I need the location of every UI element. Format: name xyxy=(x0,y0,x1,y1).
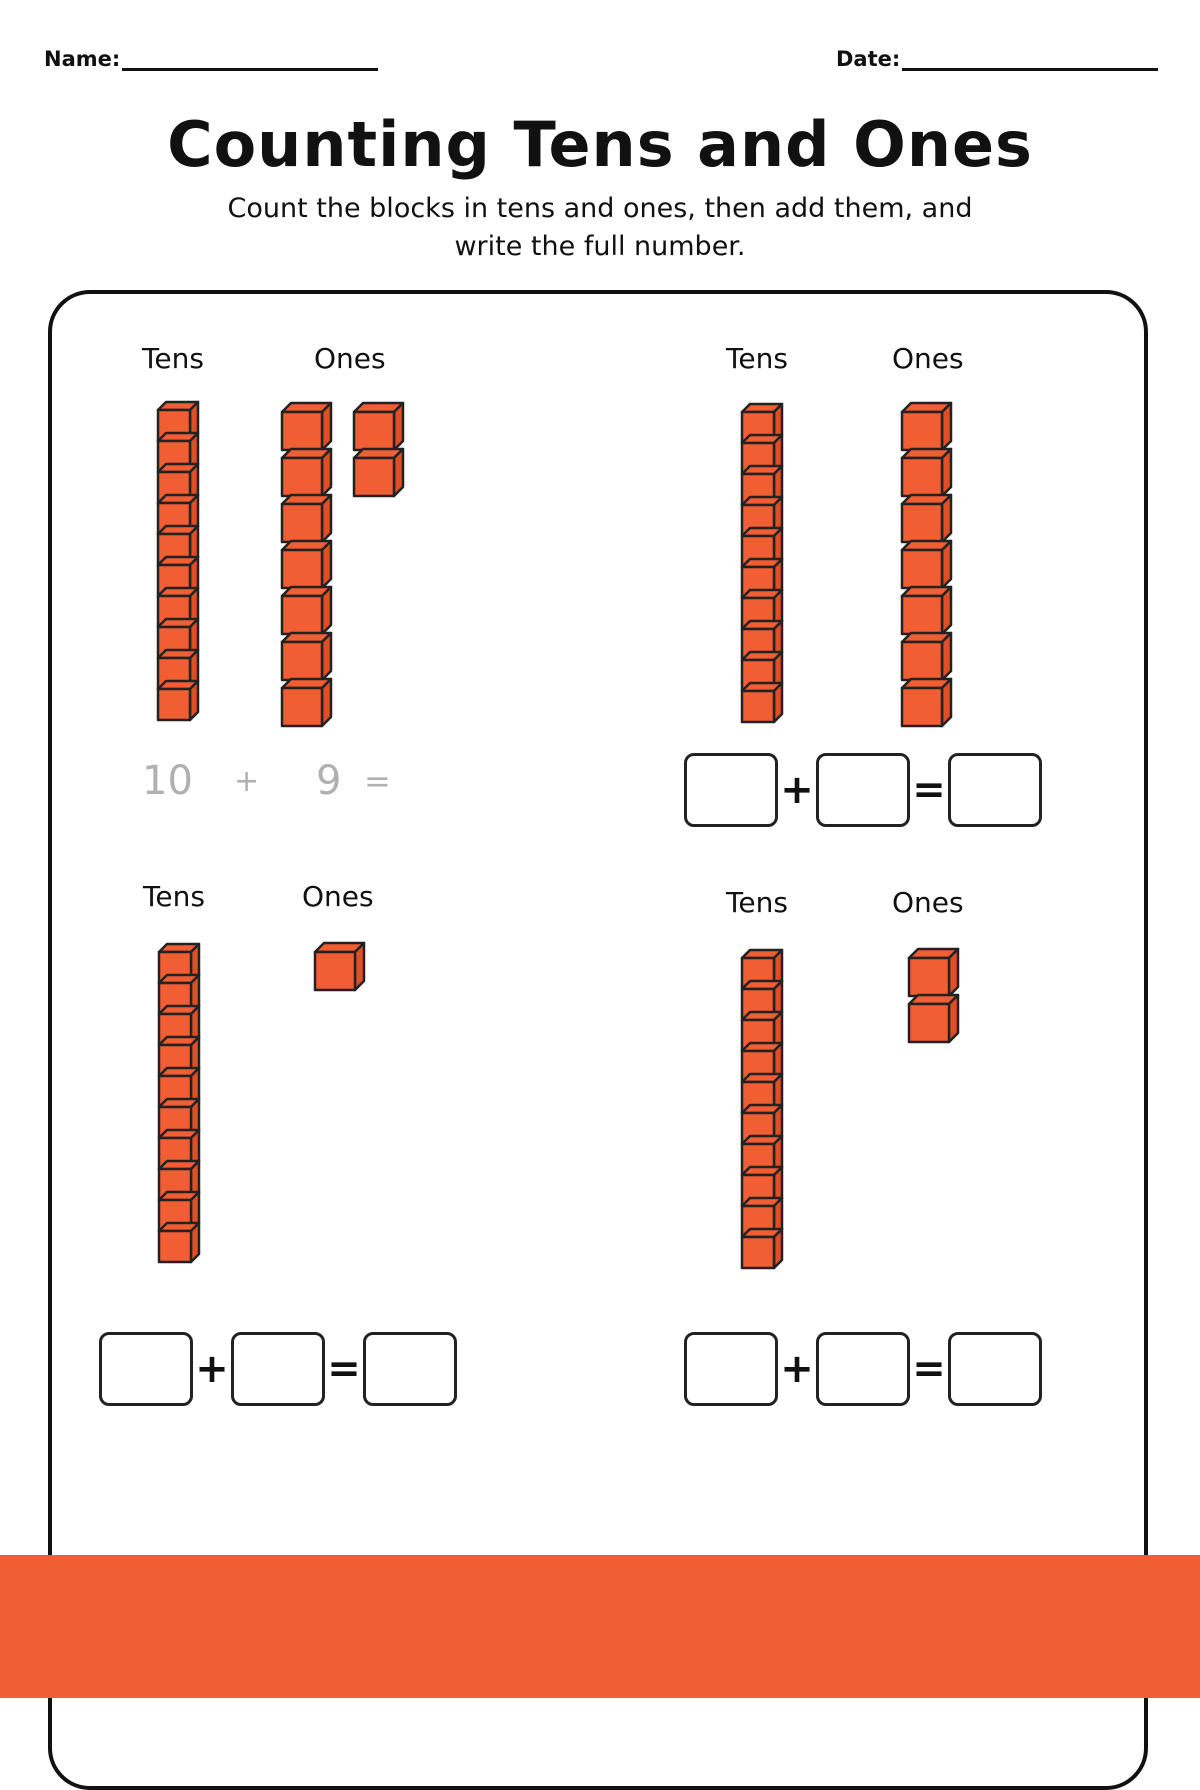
p4-plus-sign: + xyxy=(780,1346,814,1392)
p2-ones-cube xyxy=(902,403,951,450)
footer-bar xyxy=(0,1555,1200,1698)
p3-equals-sign: = xyxy=(327,1346,361,1392)
p2-tens-answer-box[interactable] xyxy=(684,753,778,827)
p1-ones-label: Ones xyxy=(314,342,386,375)
p4-ones-answer-box[interactable] xyxy=(816,1332,910,1406)
p2-ones-answer-box[interactable] xyxy=(816,753,910,827)
name-label: Name: xyxy=(44,47,121,71)
p4-tens-rod-unit xyxy=(742,1229,782,1268)
p4-ones-cube xyxy=(909,995,958,1042)
p4-ones-cube xyxy=(909,949,958,996)
p1-example-ones: 9 xyxy=(316,758,342,804)
p3-ones-answer-box[interactable] xyxy=(231,1332,325,1406)
p2-ones-label: Ones xyxy=(892,342,964,375)
p2-ones-cube xyxy=(902,495,951,542)
p1-ones-cube xyxy=(282,495,331,542)
p4-equation xyxy=(684,1332,1042,1406)
p1-tens-label: Tens xyxy=(142,342,204,375)
instructions-line-1: Count the blocks in tens and ones, then add them, and xyxy=(227,193,973,224)
p1-ones-cube xyxy=(282,541,331,588)
date-label: Date: xyxy=(836,47,901,71)
worksheet-title: Counting Tens and Ones xyxy=(167,108,1033,181)
p3-tens-label: Tens xyxy=(143,880,205,913)
p3-ones-label: Ones xyxy=(302,880,374,913)
p1-ones-cube xyxy=(354,403,403,450)
p1-ones-cube xyxy=(282,633,331,680)
p1-ones-cube xyxy=(282,587,331,634)
p1-ones-cube xyxy=(354,449,403,496)
p2-ones-cube xyxy=(902,587,951,634)
p1-tens-rod-unit xyxy=(158,681,198,720)
p1-example-equation xyxy=(142,758,402,808)
p2-total-answer-box[interactable] xyxy=(948,753,1042,827)
p3-ones-cube xyxy=(315,943,364,990)
p4-tens-answer-box[interactable] xyxy=(684,1332,778,1406)
p4-tens-label: Tens xyxy=(726,886,788,919)
p3-tens-rod-unit xyxy=(159,1223,199,1262)
p4-equals-sign: = xyxy=(912,1346,946,1392)
p4-total-answer-box[interactable] xyxy=(948,1332,1042,1406)
p1-example-tens: 10 xyxy=(142,758,193,804)
p2-ones-cube xyxy=(902,449,951,496)
p3-plus-sign: + xyxy=(195,1346,229,1392)
p2-ones-cube xyxy=(902,679,951,726)
p2-tens-rod-unit xyxy=(742,683,782,722)
p1-ones-cube xyxy=(282,679,331,726)
p2-ones-cube xyxy=(902,633,951,680)
p4-ones-label: Ones xyxy=(892,886,964,919)
p3-equation xyxy=(99,1332,457,1406)
p2-plus-sign: + xyxy=(780,767,814,813)
p2-equation xyxy=(684,753,1042,827)
p2-equals-sign: = xyxy=(912,767,946,813)
p1-example-plus: + xyxy=(234,764,260,799)
p3-total-answer-box[interactable] xyxy=(363,1332,457,1406)
p3-tens-answer-box[interactable] xyxy=(99,1332,193,1406)
p1-ones-cube xyxy=(282,403,331,450)
p2-ones-cube xyxy=(902,541,951,588)
p1-example-equals: = xyxy=(364,762,391,800)
p2-tens-label: Tens xyxy=(726,342,788,375)
instructions-line-2: write the full number. xyxy=(454,231,746,262)
p1-ones-cube xyxy=(282,449,331,496)
